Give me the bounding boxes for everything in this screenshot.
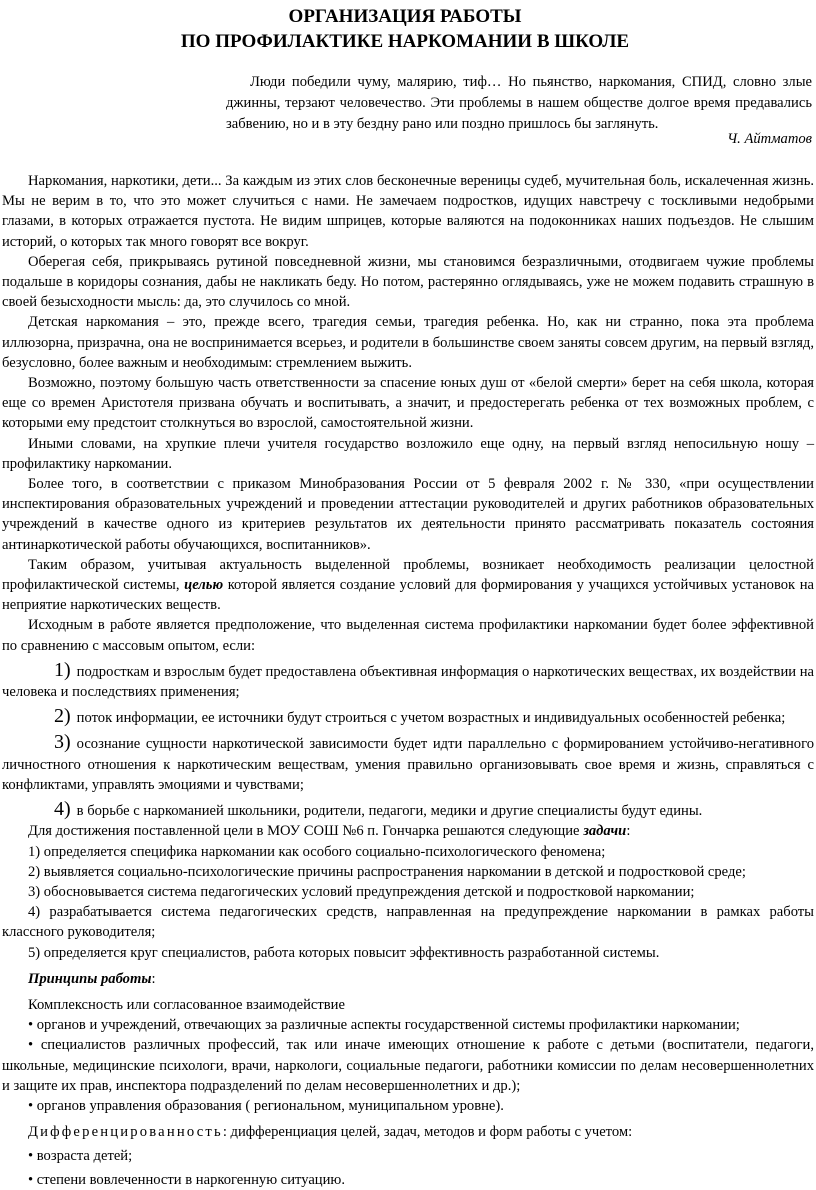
complex-list xyxy=(2,1015,814,1116)
hypothesis-number: 1) xyxy=(54,658,71,681)
title-line-1: ОРГАНИЗАЦИЯ РАБОТЫ xyxy=(288,6,522,27)
tasks-word: задачи xyxy=(583,823,627,840)
complex-item: • органов управления образования ( региональном, муниципальном уровне). xyxy=(28,1097,504,1114)
goal-word: целью xyxy=(184,577,224,594)
document-body xyxy=(2,171,814,1190)
task-item: 2) выявляется социально-психологические причины распространения наркомании в детской и подростковой среде; xyxy=(28,863,746,880)
title-line-2: ПО ПРОФИЛАКТИКЕ НАРКОМАНИИ В ШКОЛЕ xyxy=(180,31,630,52)
diff-heading xyxy=(2,1122,814,1142)
tasks-intro xyxy=(2,821,814,841)
task-item: 5) определяется круг специалистов, работа которых повысит эффективность разработанной системы. xyxy=(28,944,660,961)
hypothesis-item xyxy=(2,732,814,795)
hypothesis-item xyxy=(2,706,814,728)
document-title xyxy=(0,4,816,54)
paragraph xyxy=(2,555,814,616)
paragraph: Возможно, поэтому большую часть ответственности за спасение юных душ от «белой смерти» берет на себя школа, которая еще со времен Аристотеля призвана обучать и воспитывать, а значит, и предостерегать ребенка от тех возможных проблем, с которыми ему предстоит столкнуться во взрослой, самостоятельной жизни. xyxy=(2,375,814,432)
diff-item: • степени вовлеченности в наркогенную ситуацию. xyxy=(28,1171,345,1188)
paragraph: Исходным в работе является предположение, что выделенная система профилактики наркомании будет более эффективной по сравнению с массовым опытом, если: xyxy=(2,617,814,654)
hypothesis-number: 3) xyxy=(54,731,71,754)
hypothesis-text: поток информации, ее источники будут строиться с учетом возрастных и индивидуальных особенностей ребенка; xyxy=(76,710,786,727)
principles-colon: : xyxy=(151,970,156,987)
paragraph: Более того, в соответствии с приказом Минобразования России от 5 февраля 2002 г. № 330, «при осуществлении инспектирования образовательных учреждений и проведении аттестации руководителей и других работников образовательных учреждений в качестве одного из критериев результатов их деятельности принято рассматривать показатель состояния антинаркотической работы обучающихся, воспитанников». xyxy=(2,476,814,553)
hypothesis-text: подросткам и взрослым будет предоставлена объективная информация о наркотических веществах, их воздействии на человека и последствиях применения; xyxy=(2,663,814,701)
epigraph-text: Люди победили чуму, малярию, тиф… Но пьянство, наркомания, СПИД, словно злые джинны, терзают человечество. Эти проблемы в нашем обществе долгое время предавались забвению, но и в эту бездну рано или поздно пришлось бы заглянуть. xyxy=(226,74,812,132)
epigraph-author: Ч. Айтматов xyxy=(727,131,812,147)
diff-label: Дифференцированность xyxy=(28,1124,223,1141)
principles-heading xyxy=(2,969,814,989)
tasks-list xyxy=(2,842,814,963)
diff-list xyxy=(2,1146,814,1189)
diff-item: • возраста детей; xyxy=(28,1148,133,1165)
hypothesis-text: в борьбе с наркоманией школьники, родители, педагоги, медики и другие специалисты будут едины. xyxy=(76,803,703,820)
tasks-intro-colon: : xyxy=(626,823,631,840)
complex-item: • специалистов различных профессий, так или иначе имеющих отношение к работе с детьми (воспитатели, педагоги, школьные, медицинские психологи, врачи, наркологи, социальные педагоги, работники комиссии по делам несовершеннолетних и защите их прав, инспектора подразделений по делам несовершеннолетних и др.); xyxy=(2,1037,814,1094)
task-item: 3) обосновывается система педагогических условий предупреждения детской и подростковой наркомании; xyxy=(28,883,695,900)
diff-text: : дифференциация целей, задач, методов и форм работы с учетом: xyxy=(222,1124,633,1141)
hypothesis-text: осознание сущности наркотической зависимости будет идти параллельно с формированием устойчиво-негативного личностного отношения к наркотическим веществам, умения правильно организовывать свое время и жизнь, справляться с конфликтами, управлять эмоциями и чувствами; xyxy=(2,736,814,793)
epigraph xyxy=(226,72,812,135)
paragraph: Оберегая себя, прикрываясь рутиной повседневной жизни, мы становимся безразличными, отодвигаем чужие проблемы подальше в коридоры сознания, дабы не накликать беду. Но потом, растерянно оглядываясь, уже не можем подавить страшную в своей безысходности мысль: да, это случилось со мной. xyxy=(2,253,814,311)
paragraph: Наркомания, наркотики, дети... За каждым из этих слов бесконечные вереницы судеб, мучительная боль, искалеченная жизнь. Мы не верим в то, что это может случиться с нами. Не замечаем подростков, идущих навстречу с тоскливыми недобрыми глазами, в которых отражается пустота. Не видим шприцев, которые валяются на подоконниках наших подъездов. Не слышим историй, о которых так много говорят все вокруг. xyxy=(2,173,814,250)
hypothesis-item xyxy=(2,799,814,821)
hypothesis-item xyxy=(2,660,814,702)
principles-title: Принципы работы xyxy=(28,970,152,987)
paragraph-text: которой является создание условий для формирования у учащихся устойчивых установок на неприятие наркотических веществ. xyxy=(2,577,815,614)
complex-heading: Комплексность или согласованное взаимодействие xyxy=(28,996,345,1013)
paragraph-text: Таким образом, учитывая актуальность выделенной проблемы, возникает необходимость реализации целостной профилактической системы, xyxy=(2,556,814,594)
complex-item: • органов и учреждений, отвечающих за различные аспекты государственной системы профилактики наркомании; xyxy=(28,1017,740,1034)
task-item: 1) определяется специфика наркомании как особого социально-психологического феномена; xyxy=(28,843,606,860)
hypothesis-number: 2) xyxy=(54,705,71,728)
tasks-intro-text: Для достижения поставленной цели в МОУ СОШ №6 п. Гончарка решаются следующие xyxy=(28,823,584,840)
task-item: 4) разрабатывается система педагогических средств, направленная на предупреждение наркомании в рамках работы классного руководителя; xyxy=(2,904,814,941)
paragraph: Иными словами, на хрупкие плечи учителя государство возложило еще одну, на первый взгляд непосильную ношу – профилактику наркомании. xyxy=(2,435,814,472)
hypothesis-number: 4) xyxy=(54,798,71,821)
paragraph: Детская наркомания – это, прежде всего, трагедия семьи, трагедия ребенка. Но, как ни странно, пока эта проблема иллюзорна, призрачна, она не воспринимается всерьез, и родители в большинстве своем заняты совсем другим, на первый взгляд, безусловно, более важным и необходимым: стремлением выжить. xyxy=(2,314,814,371)
